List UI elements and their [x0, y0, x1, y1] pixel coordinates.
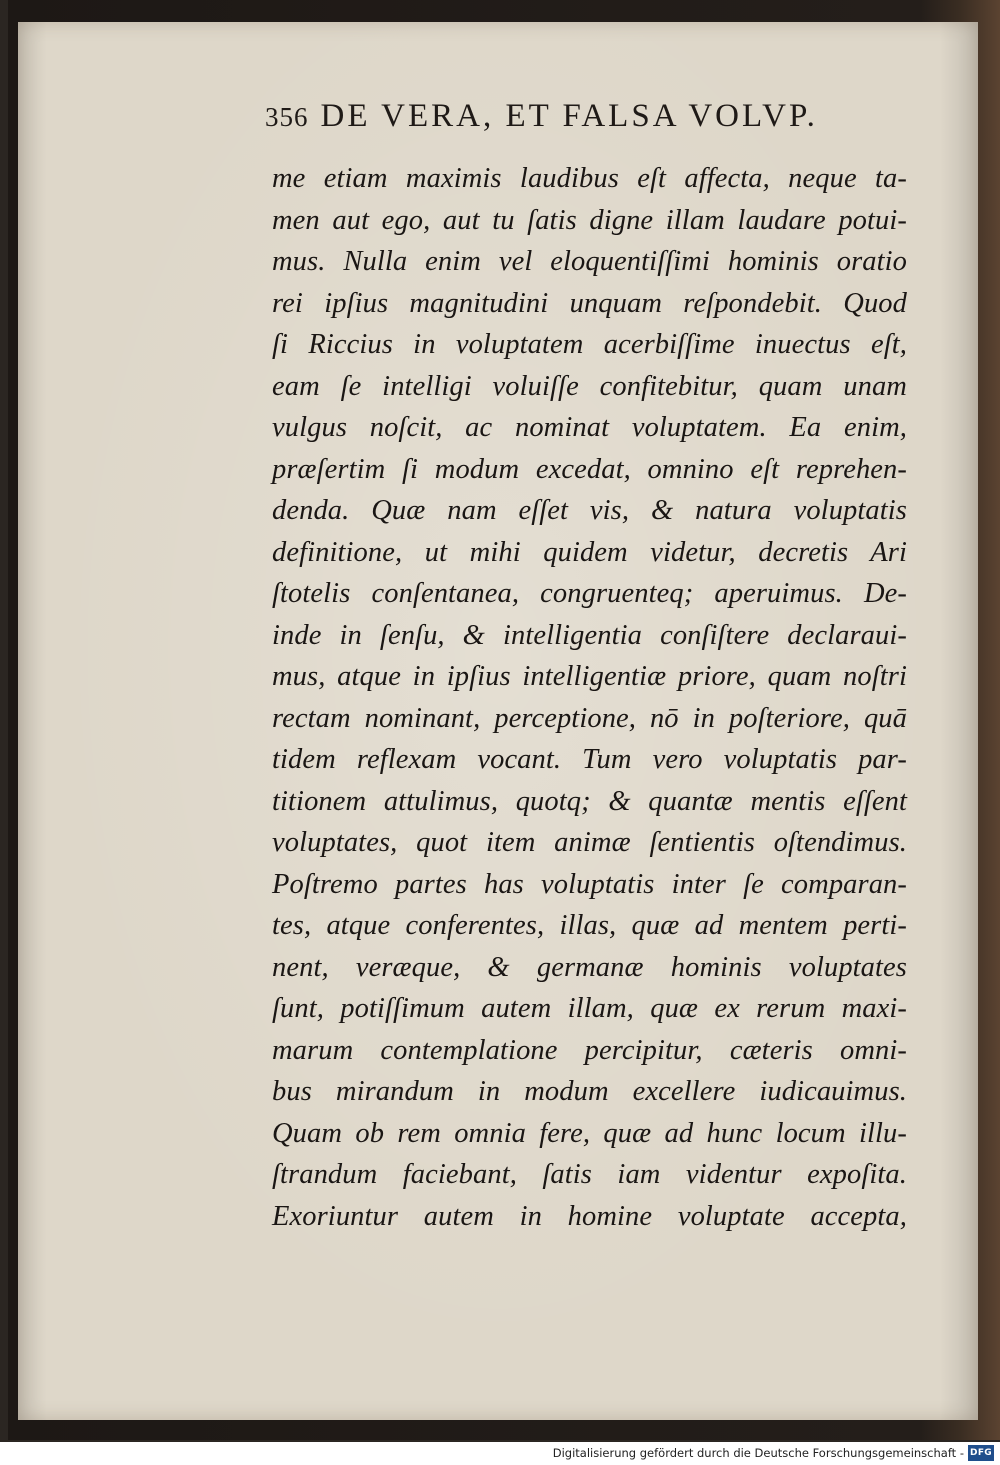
- body-text: [272, 158, 907, 1237]
- text-line: mus. Nulla enim vel eloquentiſſimi hominis oratio: [272, 246, 907, 277]
- page-number: 356: [265, 102, 309, 132]
- text-line: titionem attulimus, quotq; & quantæ mentis eſſent: [272, 785, 907, 817]
- text-line: tes, atque conferentes, illas, quæ ad mentem perti-: [272, 910, 907, 941]
- running-head: [265, 98, 895, 148]
- text-line: præſertim ſi modum excedat, omnino eſt reprehen-: [272, 453, 907, 485]
- dfg-logo[interactable]: DFG: [968, 1445, 994, 1461]
- text-line: eam ſe intelligi voluiſſe confitebitur, quam unam: [272, 370, 907, 402]
- text-line: men aut ego, aut tu ſatis digne illam laudare potui-: [272, 204, 907, 236]
- text-line: rei ipſius magnitudini unquam reſpondebit. Quod: [272, 287, 907, 319]
- text-line: me etiam maximis laudibus eſt affecta, neque ta-: [272, 163, 907, 194]
- text-line: tidem reflexam vocant. Tum vero voluptatis par-: [272, 744, 907, 775]
- text-line: voluptates, quot item animæ ſentientis oſtendimus.: [272, 827, 907, 858]
- text-line: nent, veræque, & germanæ hominis voluptates: [272, 951, 907, 983]
- text-line: ſtotelis conſentanea, congruenteq; aperuimus. De-: [272, 578, 907, 609]
- text-line: rectam nominant, perceptione, nō in poſteriore, quā: [272, 702, 907, 734]
- text-line: vulgus noſcit, ac nominat voluptatem. Ea enim,: [272, 412, 907, 443]
- text-line: ſtrandum faciebant, ſatis iam videntur expoſita.: [272, 1159, 907, 1190]
- text-line: inde in ſenſu, & intelligentia conſiſtere declaraui-: [272, 619, 907, 651]
- text-line: ſunt, potiſſimum autem illam, quæ ex rerum maxi-: [272, 993, 907, 1024]
- funding-credit: Digitalisierung gefördert durch die Deutsche Forschungsgemeinschaft -: [552, 1446, 964, 1460]
- text-line: Exoriuntur autem in homine voluptate accepta,: [272, 1200, 907, 1232]
- text-line: Quam ob rem omnia fere, quæ ad hunc locum illu-: [272, 1117, 907, 1149]
- text-line: Poſtremo partes has voluptatis inter ſe comparan-: [272, 868, 907, 900]
- running-title: DE VERA, ET FALSA VOLVP.: [320, 98, 818, 134]
- text-line: ſi Riccius in voluptatem acerbiſſime inuectus eſt,: [272, 329, 907, 360]
- text-line: marum contemplatione percipitur, cæteris omni-: [272, 1034, 907, 1066]
- text-line: mus, atque in ipſius intelligentiæ priore, quam noſtri: [272, 661, 907, 692]
- text-line: bus mirandum in modum excellere iudicauimus.: [272, 1076, 907, 1107]
- digitization-footer: [0, 1442, 1000, 1465]
- text-line: denda. Quæ nam eſſet vis, & natura voluptatis: [272, 495, 907, 526]
- text-line: definitione, ut mihi quidem videtur, decretis Ari: [272, 536, 907, 568]
